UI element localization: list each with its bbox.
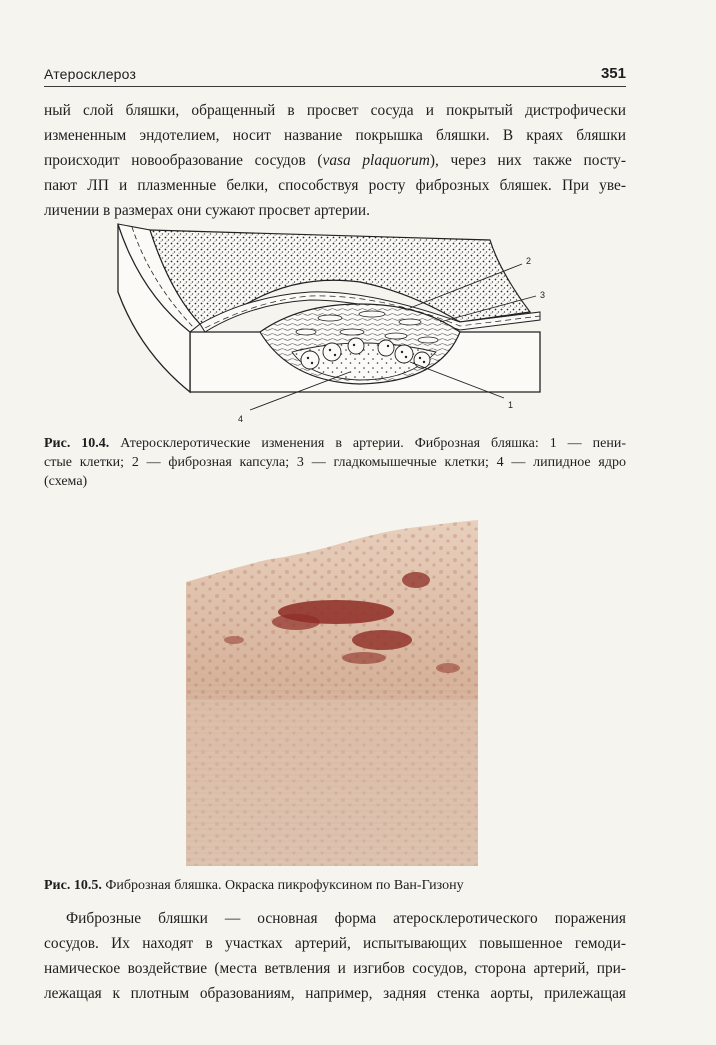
label-3: 3 (540, 290, 546, 300)
label-2: 2 (526, 256, 532, 266)
text-line (44, 148, 626, 173)
text-fragment: происходит новообразование сосудов ( (44, 152, 323, 169)
caption-line (44, 434, 626, 453)
text-line: ный слой бляшки, обращенный в просвет сосуда и покрытый дистрофически (44, 102, 626, 119)
caption-line: стые клетки; 2 — фиброзная капсула; 3 — гладкомышечные клетки; 4 — липидное ядро (44, 455, 626, 470)
text-fragment: ), через них также посту- (429, 152, 626, 169)
latin-term: vasa plaquorum (322, 152, 430, 169)
caption-line (44, 876, 626, 895)
page-number: 351 (600, 65, 626, 82)
text-line: сосудов. Их находят в участках артерий, испытывающих повышенное гемоди- (44, 935, 626, 952)
caption-line: (схема) (44, 474, 88, 489)
plaque-schematic-figure (110, 212, 560, 430)
chapter-title: Атеросклероз (44, 66, 137, 82)
text-line: Фиброзные бляшки — основная форма атеросклеротического поражения (66, 910, 626, 927)
figure-number: Рис. 10.4. (44, 436, 110, 451)
text-line: личении в размерах они сужают просвет артерии. (44, 202, 370, 219)
text-line: лежащая к плотным образованиям, например, задняя стенка аорты, прилежащая (44, 985, 626, 1002)
figure-caption-10-4 (44, 434, 626, 491)
caption-text: Фиброзная бляшка. Окраска пикрофуксином по Ван-Гизону (105, 878, 464, 893)
running-head (44, 64, 626, 87)
bottom-paragraph (44, 906, 626, 1006)
top-paragraph (44, 98, 626, 223)
figure-caption-10-5 (44, 876, 626, 895)
figure-number: Рис. 10.5. (44, 878, 102, 893)
text-line: намическое воздействие (места ветвления и изгибов сосудов, сторона артерий, при- (44, 960, 626, 977)
label-1: 1 (508, 400, 514, 410)
text-line: измененным эндотелием, носит название покрышка бляшки. В краях бляшки (44, 127, 626, 144)
caption-text: Атеросклеротические изменения в артерии. Фиброзная бляшка: 1 — пени- (120, 436, 627, 451)
text-line: пают ЛП и плазменные белки, способствуя росту фиброзных бляшек. При уве- (44, 177, 626, 194)
micrograph-figure (186, 520, 478, 866)
label-4: 4 (238, 414, 244, 424)
